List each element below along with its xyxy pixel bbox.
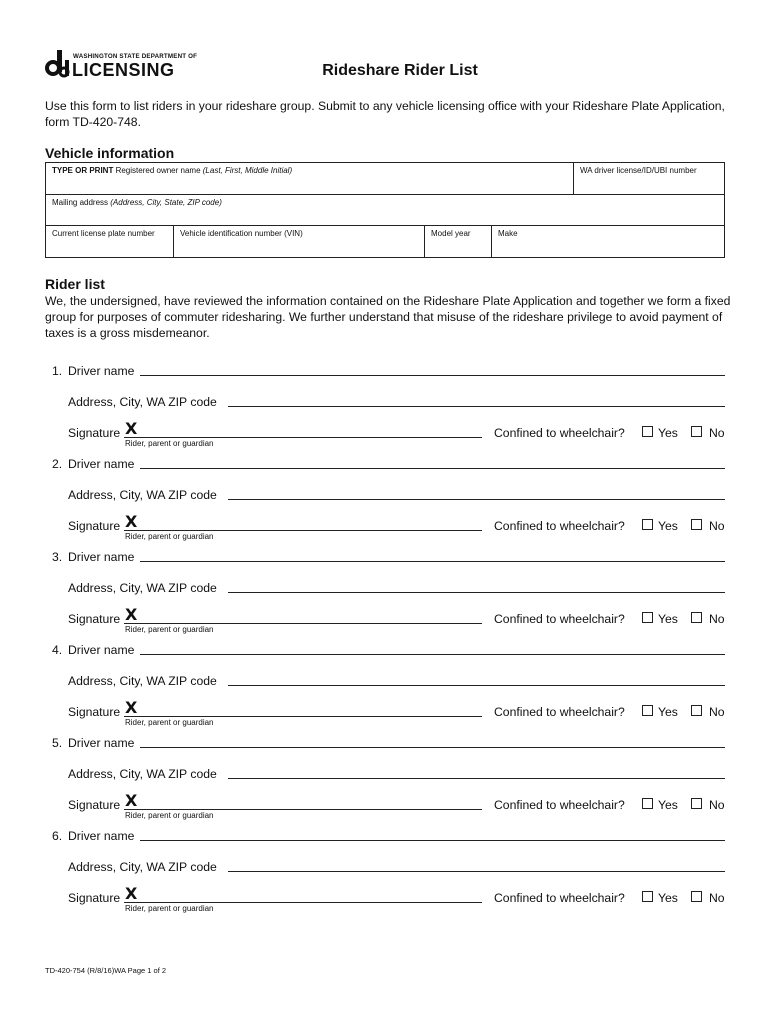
signature-x-mark: X — [125, 698, 138, 717]
wheelchair-no-checkbox[interactable] — [691, 798, 702, 809]
driver-name-input[interactable] — [140, 561, 725, 562]
wheelchair-no-checkbox[interactable] — [691, 612, 702, 623]
address-input[interactable] — [228, 778, 725, 779]
address-input[interactable] — [228, 685, 725, 686]
agency-name: LICENSING — [72, 60, 175, 80]
owner-hint: (Last, First, Middle Initial) — [202, 166, 293, 175]
make-field[interactable] — [492, 226, 724, 257]
signature-input[interactable] — [124, 437, 482, 438]
signature-label: Signature — [68, 798, 121, 812]
signature-sublabel: Rider, parent or guardian — [125, 532, 214, 541]
driver-name-label: Driver name — [68, 643, 135, 657]
wheelchair-yes-checkbox[interactable] — [642, 891, 653, 902]
driver-name-input[interactable] — [140, 468, 725, 469]
vehicle-info-table — [45, 162, 725, 258]
signature-label: Signature — [68, 519, 121, 533]
rider-number: 1. — [52, 364, 63, 378]
wheelchair-no-checkbox[interactable] — [691, 426, 702, 437]
driver-name-input[interactable] — [140, 654, 725, 655]
owner-prefix: TYPE OR PRINT — [52, 166, 114, 175]
signature-x-mark: X — [125, 512, 138, 531]
signature-input[interactable] — [124, 809, 482, 810]
rider-entry — [0, 362, 770, 455]
rider-number: 5. — [52, 736, 63, 750]
signature-label: Signature — [68, 891, 121, 905]
address-input[interactable] — [228, 406, 725, 407]
rider-number: 2. — [52, 457, 63, 471]
driver-name-label: Driver name — [68, 550, 135, 564]
form-footer: TD-420-754 (R/8/16)WA Page 1 of 2 — [45, 966, 167, 975]
signature-label: Signature — [68, 612, 121, 626]
signature-input[interactable] — [124, 716, 482, 717]
wheelchair-no-checkbox[interactable] — [691, 891, 702, 902]
address-label: Address, City, WA ZIP code — [68, 767, 217, 781]
rider-entry — [0, 734, 770, 827]
driver-name-input[interactable] — [140, 747, 725, 748]
wheelchair-no-label: No — [709, 426, 725, 440]
wheelchair-yes-checkbox[interactable] — [642, 705, 653, 716]
make-label: Make — [498, 229, 518, 238]
vehicle-info-heading: Vehicle information — [45, 145, 175, 161]
wheelchair-no-checkbox[interactable] — [691, 519, 702, 530]
model-year-field[interactable] — [425, 226, 492, 257]
address-input[interactable] — [228, 592, 725, 593]
vin-field[interactable] — [174, 226, 425, 257]
mailing-label: Mailing address — [52, 198, 109, 207]
signature-sublabel: Rider, parent or guardian — [125, 718, 214, 727]
wheelchair-yes-checkbox[interactable] — [642, 519, 653, 530]
wheelchair-no-label: No — [709, 519, 725, 533]
rider-list-text: We, the undersigned, have reviewed the information contained on the Rideshare Plate Application and together we form a fixed group for purposes of commuter ridesharing. We further understand that misuse of the rideshare privilege to avoid payment of taxes is a gross misdemeanor. — [45, 294, 731, 340]
model-year-label: Model year — [431, 229, 471, 238]
wheelchair-yes-label: Yes — [658, 519, 678, 533]
signature-x-mark: X — [125, 419, 138, 438]
wheelchair-yes-checkbox[interactable] — [642, 798, 653, 809]
page-title: Rideshare Rider List — [322, 62, 478, 79]
rider-number: 3. — [52, 550, 63, 564]
agency-line: WASHINGTON STATE DEPARTMENT OF — [73, 53, 198, 60]
wheelchair-label: Confined to wheelchair? — [494, 891, 625, 905]
rider-entry — [0, 548, 770, 641]
signature-label: Signature — [68, 705, 121, 719]
vin-label: Vehicle identification number (VIN) — [180, 229, 303, 238]
license-id-field[interactable] — [574, 163, 724, 194]
address-label: Address, City, WA ZIP code — [68, 395, 217, 409]
address-input[interactable] — [228, 499, 725, 500]
wheelchair-yes-label: Yes — [658, 891, 678, 905]
signature-x-mark: X — [125, 884, 138, 903]
signature-x-mark: X — [125, 605, 138, 624]
plate-number-field[interactable] — [46, 226, 174, 257]
driver-name-label: Driver name — [68, 736, 135, 750]
license-id-label: WA driver license/ID/UBI number — [580, 166, 697, 175]
mailing-hint: (Address, City, State, ZIP code) — [110, 198, 222, 207]
signature-sublabel: Rider, parent or guardian — [125, 811, 214, 820]
wheelchair-label: Confined to wheelchair? — [494, 426, 625, 440]
driver-name-label: Driver name — [68, 829, 135, 843]
wheelchair-yes-checkbox[interactable] — [642, 426, 653, 437]
wheelchair-no-label: No — [709, 891, 725, 905]
wheelchair-no-label: No — [709, 705, 725, 719]
plate-label: Current license plate number — [52, 229, 155, 238]
wheelchair-no-label: No — [709, 798, 725, 812]
owner-label: Registered owner name — [115, 166, 201, 175]
signature-sublabel: Rider, parent or guardian — [125, 625, 214, 634]
wheelchair-label: Confined to wheelchair? — [494, 705, 625, 719]
rider-number: 6. — [52, 829, 63, 843]
wheelchair-label: Confined to wheelchair? — [494, 519, 625, 533]
driver-name-label: Driver name — [68, 364, 135, 378]
wheelchair-no-label: No — [709, 612, 725, 626]
owner-name-field[interactable] — [46, 163, 574, 194]
address-label: Address, City, WA ZIP code — [68, 674, 217, 688]
address-label: Address, City, WA ZIP code — [68, 488, 217, 502]
mailing-address-field[interactable] — [46, 195, 724, 225]
signature-input[interactable] — [124, 902, 482, 903]
intro-text: Use this form to list riders in your rideshare group. Submit to any vehicle licensing office with your Rideshare Plate Application, form TD-420-748. — [45, 99, 725, 129]
wheelchair-no-checkbox[interactable] — [691, 705, 702, 716]
wheelchair-yes-label: Yes — [658, 798, 678, 812]
wheelchair-label: Confined to wheelchair? — [494, 798, 625, 812]
rider-entry — [0, 827, 770, 920]
address-label: Address, City, WA ZIP code — [68, 860, 217, 874]
driver-name-input[interactable] — [140, 840, 725, 841]
driver-name-label: Driver name — [68, 457, 135, 471]
signature-x-mark: X — [125, 791, 138, 810]
rider-entry — [0, 455, 770, 548]
wheelchair-yes-checkbox[interactable] — [642, 612, 653, 623]
rider-number: 4. — [52, 643, 63, 657]
signature-input[interactable] — [124, 623, 482, 624]
driver-name-input[interactable] — [140, 375, 725, 376]
rider-entry — [0, 641, 770, 734]
address-label: Address, City, WA ZIP code — [68, 581, 217, 595]
address-input[interactable] — [228, 871, 725, 872]
signature-sublabel: Rider, parent or guardian — [125, 439, 214, 448]
signature-sublabel: Rider, parent or guardian — [125, 904, 214, 913]
rider-list-heading: Rider list — [45, 276, 105, 292]
signature-input[interactable] — [124, 530, 482, 531]
wheelchair-yes-label: Yes — [658, 426, 678, 440]
signature-label: Signature — [68, 426, 121, 440]
wheelchair-yes-label: Yes — [658, 705, 678, 719]
wheelchair-label: Confined to wheelchair? — [494, 612, 625, 626]
wheelchair-yes-label: Yes — [658, 612, 678, 626]
